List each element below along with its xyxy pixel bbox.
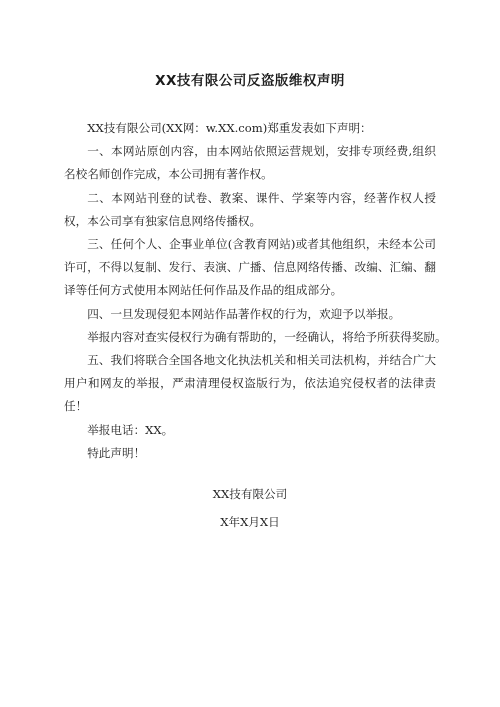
clause-three-paragraph: 三、任何个人、企事业单位(含教育网站)或者其他组织，未经本公司许可，不得以复制、发行、表演、广播、信息网络传播、改编、汇编、翻译等任何方式使用本网站任何作品及作品的组成部分。 (64, 237, 436, 298)
report-phone-paragraph: 举报电话：XX。 (87, 422, 174, 437)
document-title: XX技有限公司反盗版维权声明 (155, 73, 345, 89)
clause-one-paragraph: 一、本网站原创内容，由本网站依照运营规划，安排专项经费,组织名校名师创作完成，本公司拥有著作权。 (64, 144, 436, 182)
document-body (64, 117, 447, 465)
closing-paragraph: 特此声明！ (87, 445, 146, 460)
signature-date: X年X月X日 (220, 515, 280, 529)
clause-two-paragraph: 二、本网站刊登的试卷、教案、课件、学案等内容，经著作权人授权，本公司享有独家信息网络传播权。 (64, 190, 436, 228)
intro-paragraph: XX技有限公司(XX网：w.XX.com)郑重发表如下声明： (87, 121, 372, 135)
clause-five-paragraph: 五、我们将联合全国各地文化执法机关和相关司法机构，并结合广大用户和网友的举报，严肃清理侵权盗版行为，依法追究侵权者的法律责任！ (64, 353, 436, 414)
signature-company: XX技有限公司 (212, 487, 288, 501)
reward-paragraph: 举报内容对查实侵权行为确有帮助的，一经确认，将给予所获得奖励。 (87, 329, 447, 344)
clause-four-paragraph: 四、一旦发现侵犯本网站作品著作权的行为，欢迎予以举报。 (87, 306, 401, 321)
